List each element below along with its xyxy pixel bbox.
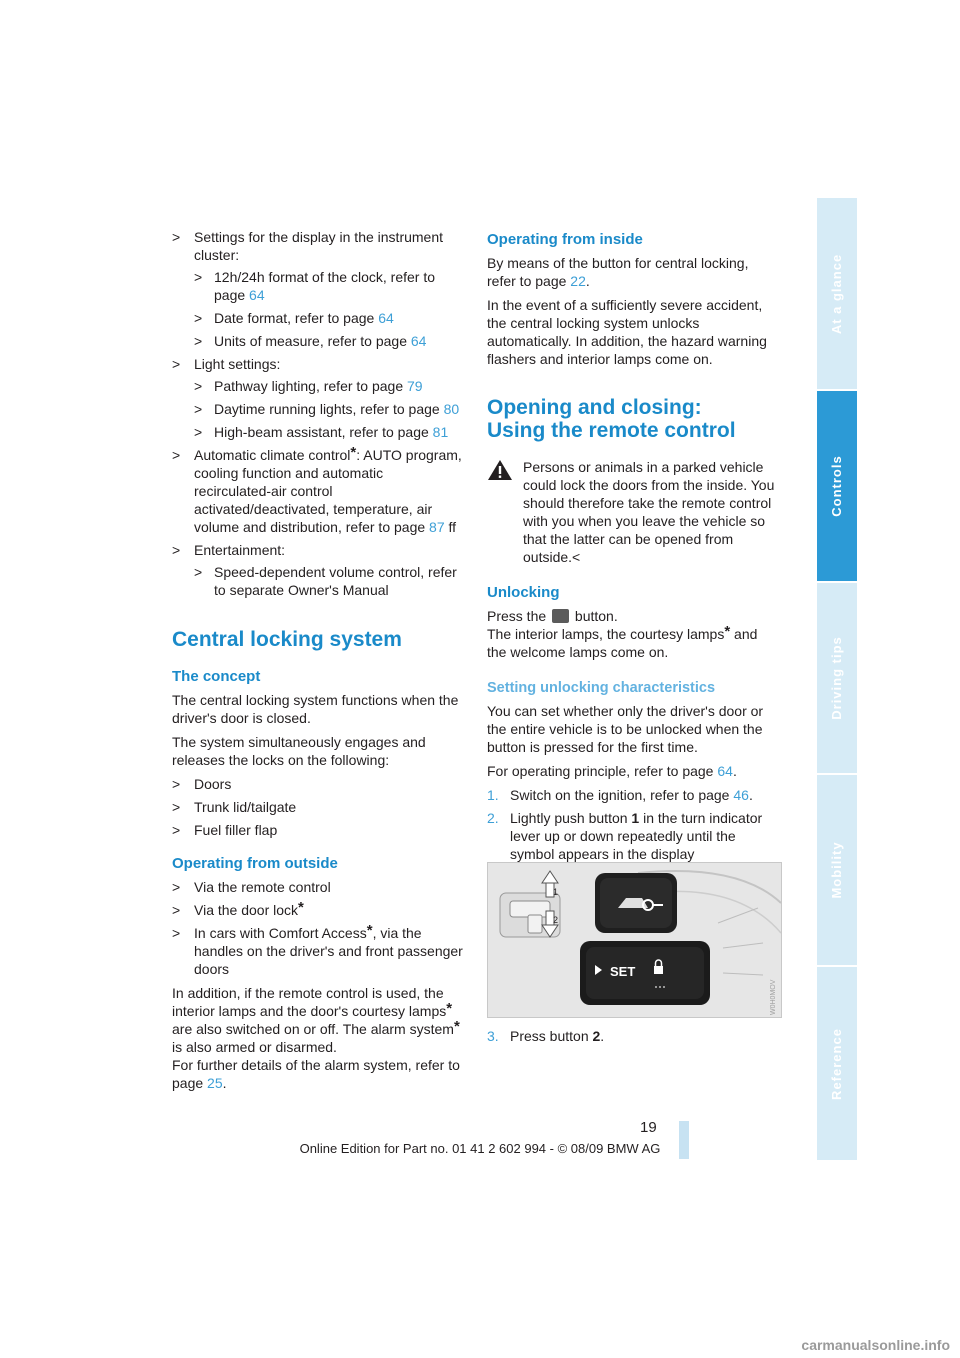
- step-item: 1. Switch on the ignition, refer to page 46.: [487, 787, 753, 803]
- optional-equipment-star: *: [446, 1000, 453, 1017]
- list-item: > Speed-dependent volume control, refer to separate Owner's Manual: [194, 564, 457, 598]
- unlock-button-icon: [552, 609, 569, 623]
- tab-controls[interactable]: Controls: [817, 391, 857, 581]
- paragraph: You can set whether only the driver's door or the entire vehicle is to be unlocked when the button is pressed for the first time.: [487, 703, 764, 755]
- page-link[interactable]: 46: [733, 787, 749, 803]
- label-2: 2: [553, 915, 559, 925]
- warning-triangle-icon: [487, 459, 513, 481]
- list-item-light: > Light settings: > Pathway lighting, refer to page 79 > Daytime running lights, refer to page 80 > High-beam assistant, refer to page 81: [172, 355, 464, 441]
- figure-code: W0H0MOV: [770, 979, 777, 1015]
- optional-equipment-star: *: [350, 444, 357, 461]
- list-item: > Units of measure, refer to page 64: [194, 333, 427, 349]
- optional-equipment-star: *: [366, 922, 373, 939]
- figure-illustration: [488, 863, 781, 1017]
- steps-list-continued: [487, 1027, 779, 1045]
- subheading-operating-inside: Operating from inside: [487, 231, 643, 248]
- step-item: 3. Press button 2.: [487, 1028, 605, 1044]
- paragraph: The system simultaneously engages and releases the locks on the following:: [172, 734, 426, 768]
- entertainment-sublist: [194, 563, 464, 599]
- paragraph: For operating principle, refer to page 64.: [487, 763, 737, 779]
- right-column: [487, 228, 779, 886]
- page-number: 19: [640, 1119, 657, 1136]
- tab-mobility[interactable]: Mobility: [817, 775, 857, 965]
- list-item-entertainment: > Entertainment: > Speed-dependent volume control, refer to separate Owner's Manual: [172, 541, 464, 599]
- page-link[interactable]: 80: [443, 401, 460, 417]
- warning-note: Persons or animals in a parked vehicle could lock the doors from the inside. You should therefore take the remote control with you when you leave the vehicle so that the latter can be opened from outside.<: [487, 458, 779, 566]
- subheading-setting-unlocking: Setting unlocking characteristics: [487, 680, 716, 696]
- page-link[interactable]: 22: [570, 273, 586, 289]
- list-item: > Pathway lighting, refer to page 79: [194, 378, 423, 394]
- paragraph-alarm: In addition, if the remote control is used, the interior lamps and the door's courtesy lamps* are also switched on or off. The alarm system* is also armed or disarmed. For further details of the alarm system, refer to page 25.: [172, 985, 460, 1091]
- instrument-cluster-figure: [487, 862, 782, 1018]
- step-item: 2. Lightly push button 1 in the turn indicator lever up or down repeatedly until the symbol appears in the display: [487, 810, 763, 862]
- list-item-display: > Settings for the display in the instrument cluster: > 12h/24h format of the clock, refer to page 64 > Date format, refer to page 64 > Units of measure, refer to page 64: [172, 228, 464, 350]
- page-link[interactable]: 87: [429, 519, 445, 535]
- section-heading-remote-control: Opening and closing: Using the remote control: [487, 396, 736, 442]
- settings-list: [172, 228, 464, 599]
- paragraph: In the event of a sufficiently severe accident, the central locking system unlocks automatically. In addition, the hazard warning flashers and interior lamps come on.: [487, 297, 767, 367]
- concept-list: [172, 775, 464, 839]
- paragraph: The central locking system functions when the driver's door is closed.: [172, 692, 459, 726]
- list-item: > Trunk lid/tailgate: [172, 799, 297, 815]
- right-column-lower: [487, 1027, 779, 1050]
- subheading-operating-outside: Operating from outside: [172, 855, 338, 872]
- list-item: > Doors: [172, 776, 232, 792]
- list-item: > Daytime running lights, refer to page 80: [194, 401, 460, 417]
- paragraph: Press the button.: [487, 608, 618, 624]
- optional-equipment-star: *: [298, 899, 304, 916]
- paragraph: The interior lamps, the courtesy lamps* and the welcome lamps come on.: [487, 623, 758, 660]
- list-item: > In cars with Comfort Access*, via the handles on the driver's and front passenger doors: [172, 922, 463, 977]
- left-column: [172, 228, 464, 1098]
- page-link[interactable]: 64: [410, 333, 427, 349]
- page-link[interactable]: 64: [378, 310, 394, 326]
- tab-driving-tips[interactable]: Driving tips: [817, 583, 857, 773]
- subheading-unlocking: Unlocking: [487, 584, 560, 601]
- light-sublist: [194, 377, 464, 441]
- page-link[interactable]: 79: [407, 378, 423, 394]
- optional-equipment-star: *: [453, 1018, 460, 1035]
- watermark: carmanualsonline.info: [801, 1337, 950, 1353]
- list-item: > Via the remote control: [172, 879, 331, 895]
- set-display-text: SET: [610, 964, 636, 979]
- list-item: > Fuel filler flap: [172, 822, 278, 838]
- section-heading-central-locking: Central locking system: [172, 628, 402, 651]
- list-item: > Via the door lock*: [172, 899, 304, 918]
- tab-at-a-glance[interactable]: At a glance: [817, 198, 857, 389]
- outside-list: [172, 878, 464, 978]
- footer: Online Edition for Part no. 01 41 2 602 994 - © 08/09 BMW AG: [299, 1141, 661, 1156]
- page-link[interactable]: 81: [432, 424, 449, 440]
- tab-reference[interactable]: Reference: [817, 967, 857, 1160]
- list-item: > Date format, refer to page 64: [194, 310, 394, 326]
- list-item: > 12h/24h format of the clock, refer to page 64: [194, 269, 436, 303]
- page-link[interactable]: 25: [207, 1075, 223, 1091]
- list-item: > High-beam assistant, refer to page 81: [194, 424, 449, 440]
- subheading-concept: The concept: [172, 668, 261, 685]
- label-1: 1: [553, 887, 559, 897]
- section-tabs: [817, 198, 857, 1160]
- page-link[interactable]: 64: [717, 763, 733, 779]
- paragraph: By means of the button for central locking, refer to page 22.: [487, 255, 749, 289]
- page-link[interactable]: 64: [249, 287, 265, 303]
- display-sublist: [194, 268, 464, 350]
- optional-equipment-star: *: [724, 623, 731, 640]
- list-item-climate: > Automatic climate control*: AUTO program, cooling function and automatic recirculated-air control activated/deactivated, temperature, air volume and distribution, refer to page 87 ff: [172, 444, 462, 535]
